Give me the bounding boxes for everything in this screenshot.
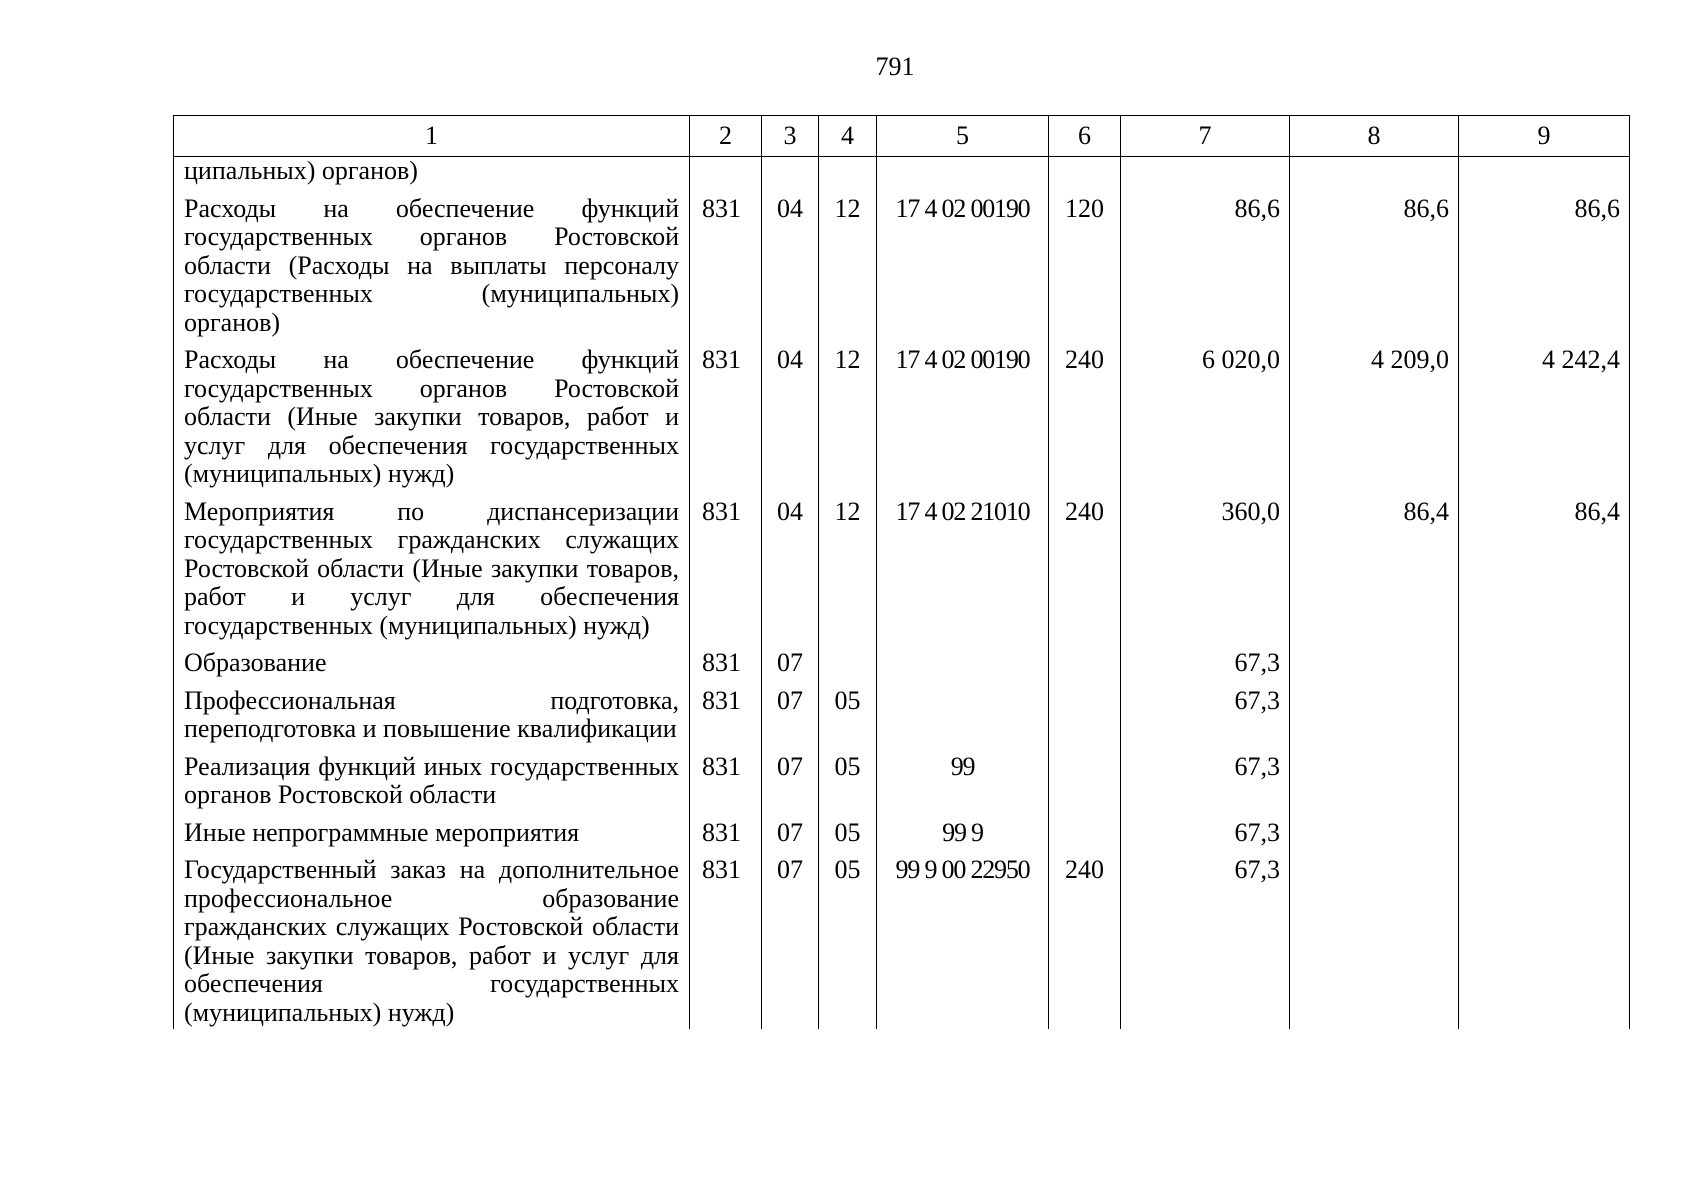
cell-section-code: 04 bbox=[762, 186, 819, 338]
cell-section-code: 07 bbox=[762, 744, 819, 810]
table-body bbox=[174, 157, 1630, 1030]
cell-subsection-code: 05 bbox=[819, 847, 877, 1029]
cell-name: Профессиональная подготовка, переподготовка и повышение квалификации bbox=[174, 678, 690, 744]
cell-expense-type bbox=[1049, 640, 1121, 678]
cell-target-article bbox=[877, 678, 1049, 744]
header-row bbox=[174, 116, 1630, 157]
cell-section-code: 04 bbox=[762, 489, 819, 641]
cell-target-article: 99 9 00 22950 bbox=[877, 847, 1049, 1029]
header-col-1: 1 bbox=[174, 116, 690, 157]
header-col-3: 3 bbox=[762, 116, 819, 157]
cell-ministry-code: 831 bbox=[690, 744, 762, 810]
cell-subsection-code: 05 bbox=[819, 744, 877, 810]
header-col-8: 8 bbox=[1290, 116, 1459, 157]
cell-expense-type: 240 bbox=[1049, 337, 1121, 489]
header-col-2: 2 bbox=[690, 116, 762, 157]
cell-name: Расходы на обеспечение функций государственных органов Ростовской области (Расходы на выплаты персоналу государственных (муниципальных) органов) bbox=[174, 186, 690, 338]
cell-subsection-code: 05 bbox=[819, 810, 877, 848]
table-row bbox=[174, 489, 1630, 641]
cell-amount-col9 bbox=[1459, 810, 1630, 848]
cell-ministry-code: 831 bbox=[690, 810, 762, 848]
cell-amount-col7: 67,3 bbox=[1121, 847, 1290, 1029]
cell-amount-col9: 86,6 bbox=[1459, 186, 1630, 338]
cell-expense-type bbox=[1049, 744, 1121, 810]
header-col-9: 9 bbox=[1459, 116, 1630, 157]
cell-amount-col8: 4 209,0 bbox=[1290, 337, 1459, 489]
cell-amount-col8 bbox=[1290, 810, 1459, 848]
cell-expense-type bbox=[1049, 810, 1121, 848]
cell-amount-col7: 67,3 bbox=[1121, 678, 1290, 744]
cell-amount-col8 bbox=[1290, 744, 1459, 810]
header-col-6: 6 bbox=[1049, 116, 1121, 157]
cell-ministry-code: 831 bbox=[690, 640, 762, 678]
cell-name: Образование bbox=[174, 640, 690, 678]
table-row bbox=[174, 186, 1630, 338]
table-header bbox=[174, 116, 1630, 157]
cell-amount-col8: 86,6 bbox=[1290, 186, 1459, 338]
cell-expense-type: 240 bbox=[1049, 489, 1121, 641]
cell-subsection-code: 12 bbox=[819, 337, 877, 489]
cell-ministry-code: 831 bbox=[690, 186, 762, 338]
cell-name: Государственный заказ на дополнительное профессиональное образование гражданских служащих Ростовской области (Иные закупки товаров, работ и услуг для обеспечения государственных (муниципальных) нужд) bbox=[174, 847, 690, 1029]
cell-amount-col7: 67,3 bbox=[1121, 744, 1290, 810]
cell-amount-col9: 86,4 bbox=[1459, 489, 1630, 641]
cell-expense-type: 120 bbox=[1049, 186, 1121, 338]
cell-amount-col9 bbox=[1459, 744, 1630, 810]
table-row bbox=[174, 337, 1630, 489]
header-col-7: 7 bbox=[1121, 116, 1290, 157]
cell-ministry-code: 831 bbox=[690, 489, 762, 641]
cell-subsection-code: 12 bbox=[819, 489, 877, 641]
cell-amount-col7: 67,3 bbox=[1121, 640, 1290, 678]
table-row bbox=[174, 678, 1630, 744]
cell-amount-col8 bbox=[1290, 640, 1459, 678]
cell-ministry-code: 831 bbox=[690, 337, 762, 489]
header-col-5: 5 bbox=[877, 116, 1049, 157]
cell-name: Реализация функций иных государственных органов Ростовской области bbox=[174, 744, 690, 810]
cell-subsection-code: 05 bbox=[819, 678, 877, 744]
cell-section-code: 07 bbox=[762, 810, 819, 848]
budget-table bbox=[173, 115, 1630, 1029]
cell-ministry-code: 831 bbox=[690, 678, 762, 744]
cell-section-code: 07 bbox=[762, 847, 819, 1029]
table-row bbox=[174, 847, 1630, 1029]
cell-section-code: 07 bbox=[762, 640, 819, 678]
cell-target-article: 99 bbox=[877, 744, 1049, 810]
cell-amount-col8 bbox=[1290, 847, 1459, 1029]
continuation-row bbox=[174, 157, 1630, 186]
cell-amount-col9 bbox=[1459, 847, 1630, 1029]
table-row bbox=[174, 640, 1630, 678]
cell-section-code: 04 bbox=[762, 337, 819, 489]
cell-name: Расходы на обеспечение функций государственных органов Ростовской области (Иные закупки товаров, работ и услуг для обеспечения государственных (муниципальных) нужд) bbox=[174, 337, 690, 489]
cell-target-article: 17 4 02 21010 bbox=[877, 489, 1049, 641]
table-row bbox=[174, 810, 1630, 848]
cell-amount-col9 bbox=[1459, 640, 1630, 678]
cell-amount-col7: 86,6 bbox=[1121, 186, 1290, 338]
cell-expense-type bbox=[1049, 678, 1121, 744]
cell-amount-col7: 67,3 bbox=[1121, 810, 1290, 848]
cell-amount-col8: 86,4 bbox=[1290, 489, 1459, 641]
cell-amount-col9 bbox=[1459, 678, 1630, 744]
page-number: 791 bbox=[875, 52, 915, 81]
continuation-text: ципальных) органов) bbox=[174, 157, 690, 186]
cell-target-article bbox=[877, 640, 1049, 678]
table-row bbox=[174, 744, 1630, 810]
cell-section-code: 07 bbox=[762, 678, 819, 744]
cell-subsection-code bbox=[819, 640, 877, 678]
cell-subsection-code: 12 bbox=[819, 186, 877, 338]
cell-expense-type: 240 bbox=[1049, 847, 1121, 1029]
cell-name: Мероприятия по диспансеризации государственных гражданских служащих Ростовской области (Иные закупки товаров, работ и услуг для обеспечения государственных (муниципальных) нужд) bbox=[174, 489, 690, 641]
cell-target-article: 99 9 bbox=[877, 810, 1049, 848]
cell-target-article: 17 4 02 00190 bbox=[877, 186, 1049, 338]
cell-amount-col7: 360,0 bbox=[1121, 489, 1290, 641]
cell-amount-col8 bbox=[1290, 678, 1459, 744]
cell-amount-col9: 4 242,4 bbox=[1459, 337, 1630, 489]
cell-amount-col7: 6 020,0 bbox=[1121, 337, 1290, 489]
cell-ministry-code: 831 bbox=[690, 847, 762, 1029]
header-col-4: 4 bbox=[819, 116, 877, 157]
cell-target-article: 17 4 02 00190 bbox=[877, 337, 1049, 489]
cell-name: Иные непрограммные мероприятия bbox=[174, 810, 690, 848]
